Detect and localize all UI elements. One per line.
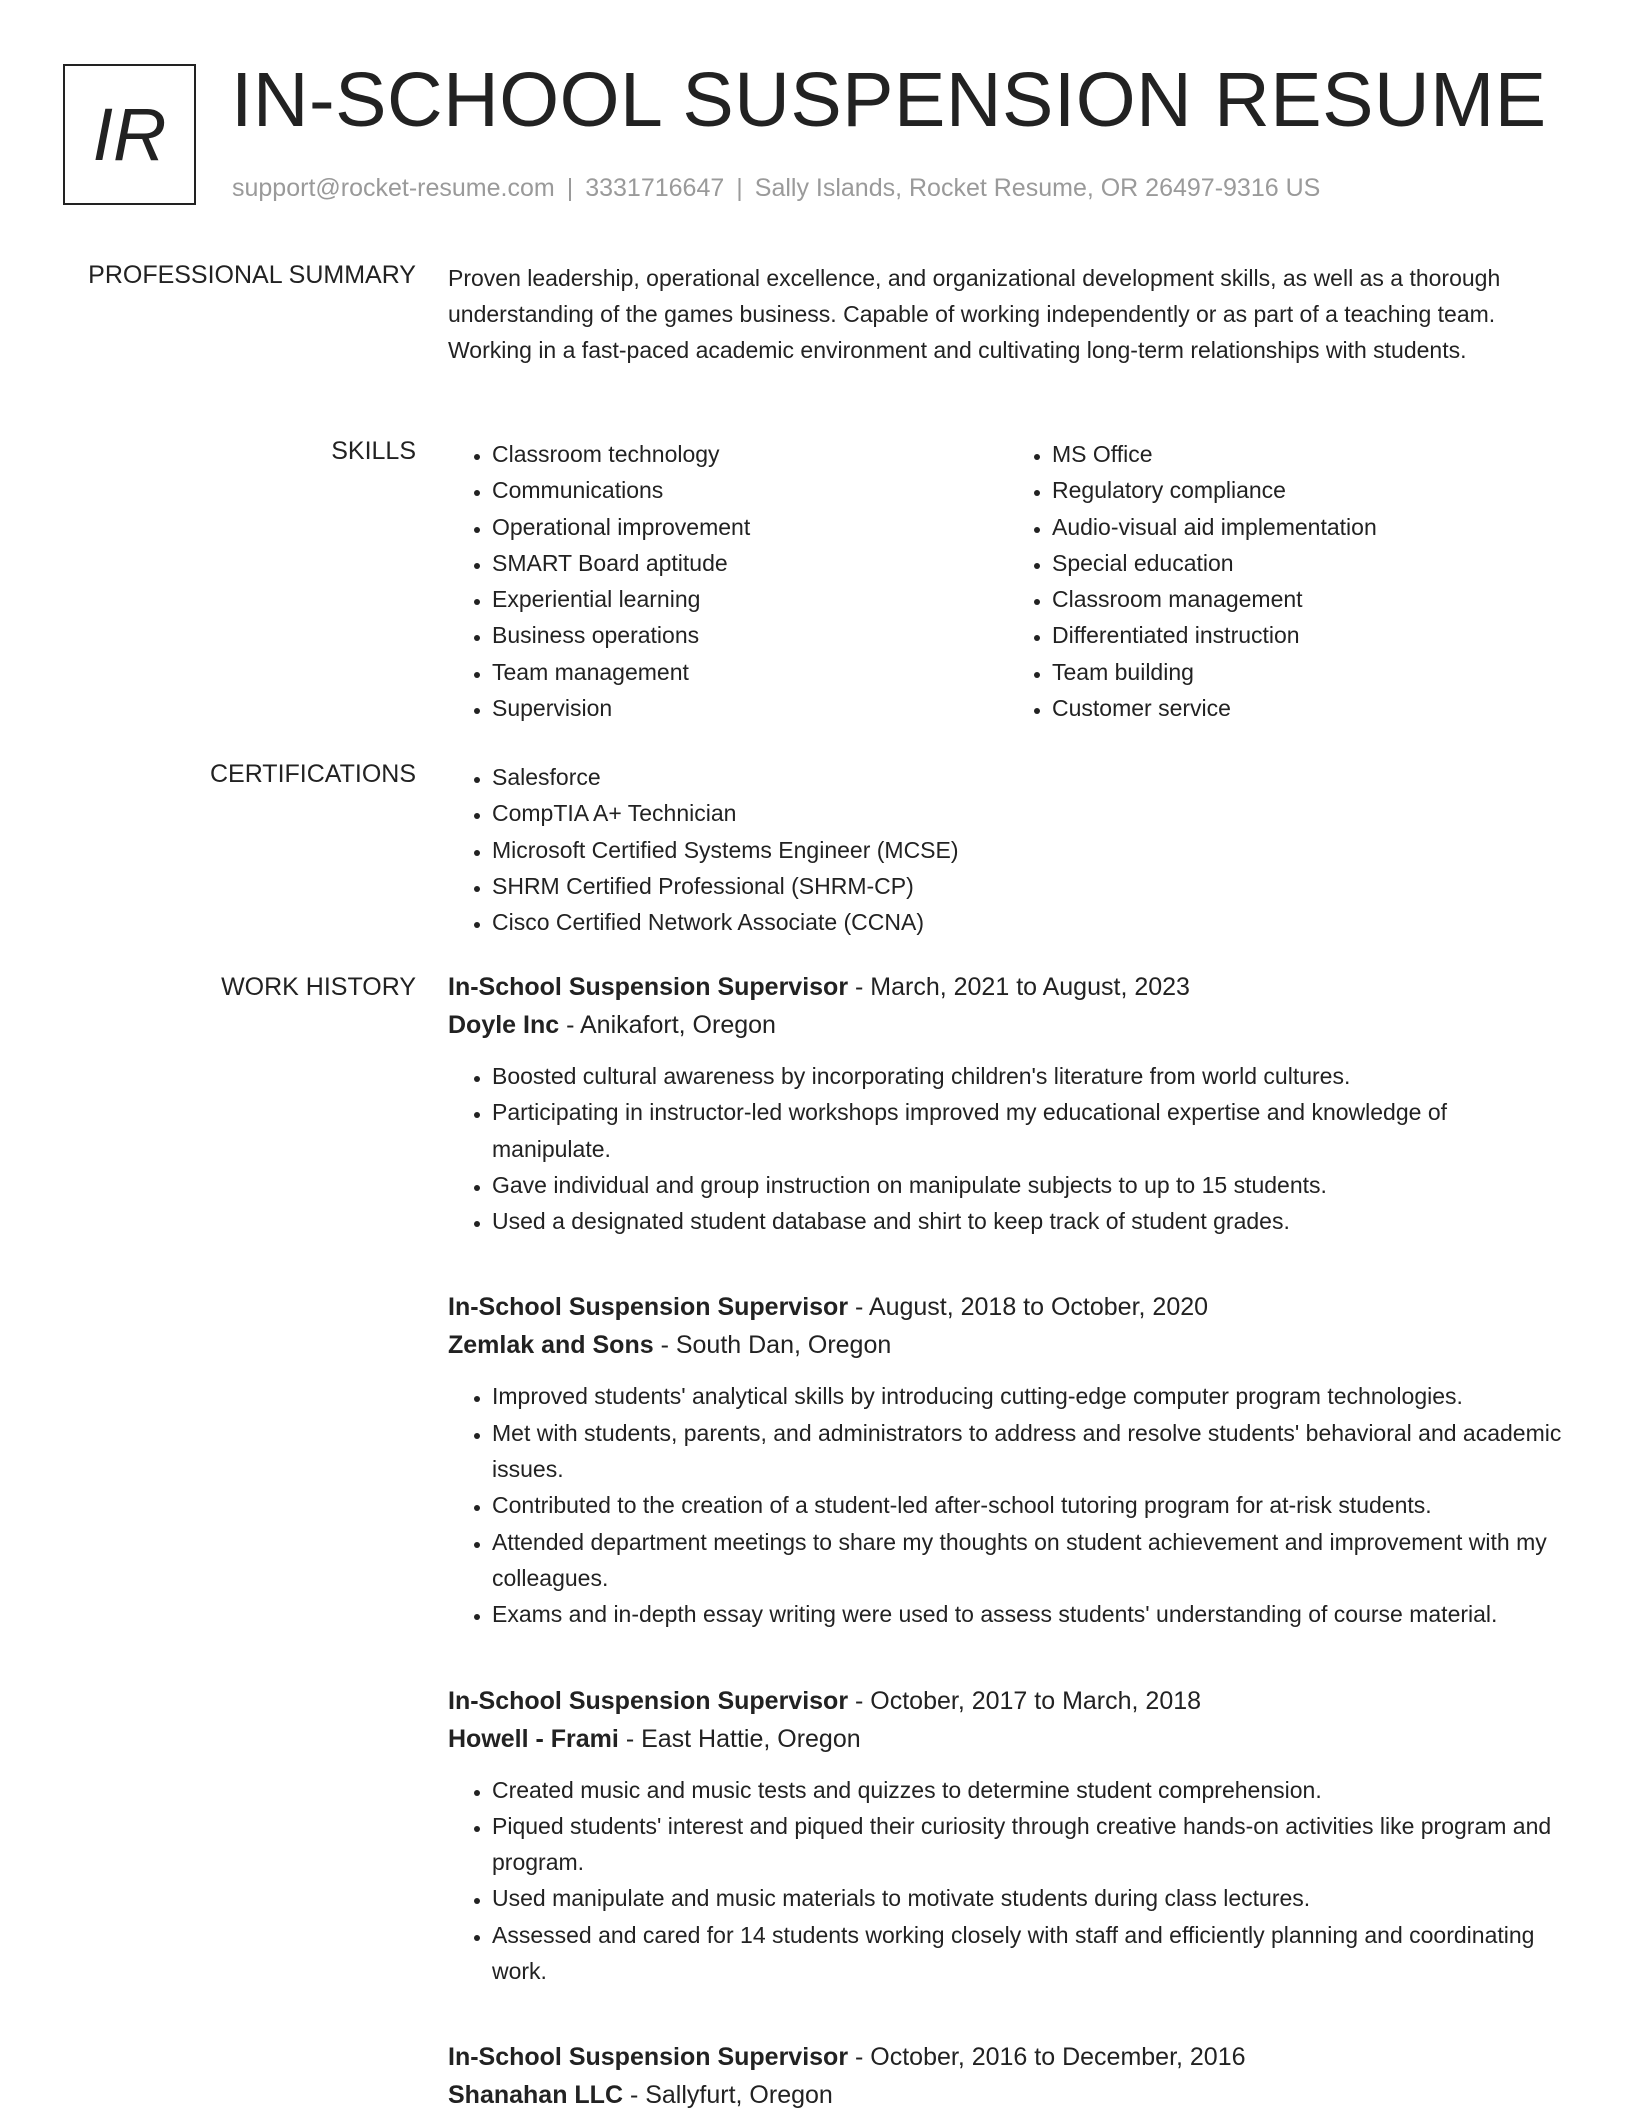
job-title: In-School Suspension Supervisor <box>448 973 849 1001</box>
contact-separator: | <box>566 174 574 202</box>
job-company: Howell - Frami <box>448 1724 619 1753</box>
work-history-body <box>448 968 1568 2114</box>
skill-item: • SMART Board aptitude <box>492 545 1008 581</box>
summary-text: Proven leadership, operational excellence, and organizational development skills, as well as a thorough understanding of the games business. Capable of working independently or as part of a teaching team. Working in a fast-paced academic environment and cultivating long-term relationships with students. <box>448 265 1501 363</box>
job-title: In-School Suspension Supervisor <box>448 2043 849 2072</box>
skill-item: • Regulatory compliance <box>1052 472 1568 508</box>
skill-item: • Team management <box>492 654 1008 690</box>
resume-header <box>63 57 1563 214</box>
skill-item: • Team building <box>1052 654 1568 690</box>
job-location: - East Hattie, Oregon <box>618 1724 861 1753</box>
job-bullets <box>448 1772 1568 1990</box>
certifications-body <box>448 759 1568 940</box>
job-company: Doyle Inc <box>448 1011 560 1039</box>
job-bullets <box>448 1378 1568 1632</box>
job-bullet: • Participating in instructor-led workshops improved my educational expertise and knowledge of manipulate. <box>492 1094 1568 1167</box>
skill-item: • Classroom management <box>1052 581 1568 617</box>
job-entry <box>448 2038 1568 2114</box>
job-location: - South Dan, Oregon <box>653 1331 892 1360</box>
job-company: Shanahan LLC <box>448 2081 624 2110</box>
job-bullet: • Gave individual and group instruction on manipulate subjects to up to 15 students. <box>492 1167 1568 1203</box>
job-bullet: • Improved students' analytical skills by introducing cutting-edge computer program technologies. <box>492 1378 1568 1414</box>
job-title-line <box>448 1288 1568 1326</box>
job-title-line <box>448 2038 1568 2076</box>
certification-item: • SHRM Certified Professional (SHRM-CP) <box>492 868 1568 904</box>
job-title-line <box>448 968 1568 1006</box>
job-bullet: • Piqued students' interest and piqued their curiosity through creative hands-on activities like program and program. <box>492 1808 1568 1881</box>
skill-item: • Customer service <box>1052 690 1568 726</box>
job-dates: - August, 2018 to October, 2020 <box>848 1293 1209 1322</box>
contact-line <box>232 176 1320 201</box>
section-label-skills: SKILLS <box>331 437 416 465</box>
section-label-certifications: CERTIFICATIONS <box>209 760 416 788</box>
job-entry <box>448 1288 1568 1632</box>
section-label-work-history: WORK HISTORY <box>221 973 416 1001</box>
job-bullet: • Created music and music tests and quizzes to determine student comprehension. <box>492 1772 1568 1808</box>
contact-email: support@rocket-resume.com <box>232 174 555 202</box>
certification-item: • Salesforce <box>492 759 1568 795</box>
monogram-logo: IR <box>63 64 196 205</box>
job-dates: - March, 2021 to August, 2023 <box>848 973 1190 1001</box>
job-bullets <box>448 1058 1568 1239</box>
job-entry <box>448 968 1568 1239</box>
job-title-line <box>448 1682 1568 1720</box>
job-company-line <box>448 1326 1568 1364</box>
skill-item: • Differentiated instruction <box>1052 617 1568 653</box>
job-entry <box>448 1682 1568 1990</box>
job-bullet: • Exams and in-depth essay writing were used to assess students' understanding of course material. <box>492 1596 1568 1632</box>
skill-item: • Experiential learning <box>492 581 1008 617</box>
job-bullet: • Met with students, parents, and administrators to address and resolve students' behavioral and academic issues. <box>492 1415 1568 1488</box>
job-bullet: • Attended department meetings to share my thoughts on student achievement and improvement with my colleagues. <box>492 1524 1568 1597</box>
job-bullet: • Assessed and cared for 14 students working closely with staff and efficiently planning and coordinating work. <box>492 1917 1568 1990</box>
page-title: IN-SCHOOL SUSPENSION RESUME <box>231 57 1547 143</box>
job-bullet: • Used manipulate and music materials to motivate students during class lectures. <box>492 1880 1568 1916</box>
job-location: - Anikafort, Oregon <box>559 1011 776 1039</box>
job-dates: - October, 2016 to December, 2016 <box>848 2043 1246 2072</box>
job-company-line <box>448 2076 1568 2114</box>
skill-item: • Supervision <box>492 690 1008 726</box>
skills-body <box>448 436 1568 726</box>
job-title: In-School Suspension Supervisor <box>448 1293 849 1322</box>
job-location: - Sallyfurt, Oregon <box>623 2081 833 2110</box>
skill-item: • Classroom technology <box>492 436 1008 472</box>
job-dates: - October, 2017 to March, 2018 <box>848 1686 1202 1715</box>
certification-item: • Cisco Certified Network Associate (CCNA) <box>492 904 1568 940</box>
certification-item: • Microsoft Certified Systems Engineer (MCSE) <box>492 832 1568 868</box>
certification-item: • CompTIA A+ Technician <box>492 795 1568 831</box>
contact-separator: | <box>736 174 743 202</box>
section-label-summary: PROFESSIONAL SUMMARY <box>88 261 416 289</box>
skill-item: • Business operations <box>492 617 1008 653</box>
job-bullet: • Used a designated student database and shirt to keep track of student grades. <box>492 1203 1568 1239</box>
contact-phone: 3331716647 <box>585 174 725 202</box>
skill-item: • Audio-visual aid implementation <box>1052 509 1568 545</box>
skills-list-right <box>1008 436 1568 726</box>
job-bullet: • Boosted cultural awareness by incorporating children's literature from world cultures. <box>492 1058 1568 1094</box>
skill-item: • Communications <box>492 472 1008 508</box>
certifications-list <box>448 759 1568 940</box>
skill-item: • MS Office <box>1052 436 1568 472</box>
skills-list-left <box>448 436 1008 726</box>
job-company-line <box>448 1720 1568 1758</box>
summary-body <box>448 260 1568 368</box>
job-bullet: • Contributed to the creation of a student-led after-school tutoring program for at-risk students. <box>492 1487 1568 1523</box>
skill-item: • Operational improvement <box>492 509 1008 545</box>
job-company: Zemlak and Sons <box>448 1331 654 1360</box>
job-company-line <box>448 1006 1568 1044</box>
skill-item: • Special education <box>1052 545 1568 581</box>
contact-address: Sally Islands, Rocket Resume, OR 26497-9316 US <box>754 174 1321 202</box>
job-title: In-School Suspension Supervisor <box>448 1686 849 1715</box>
